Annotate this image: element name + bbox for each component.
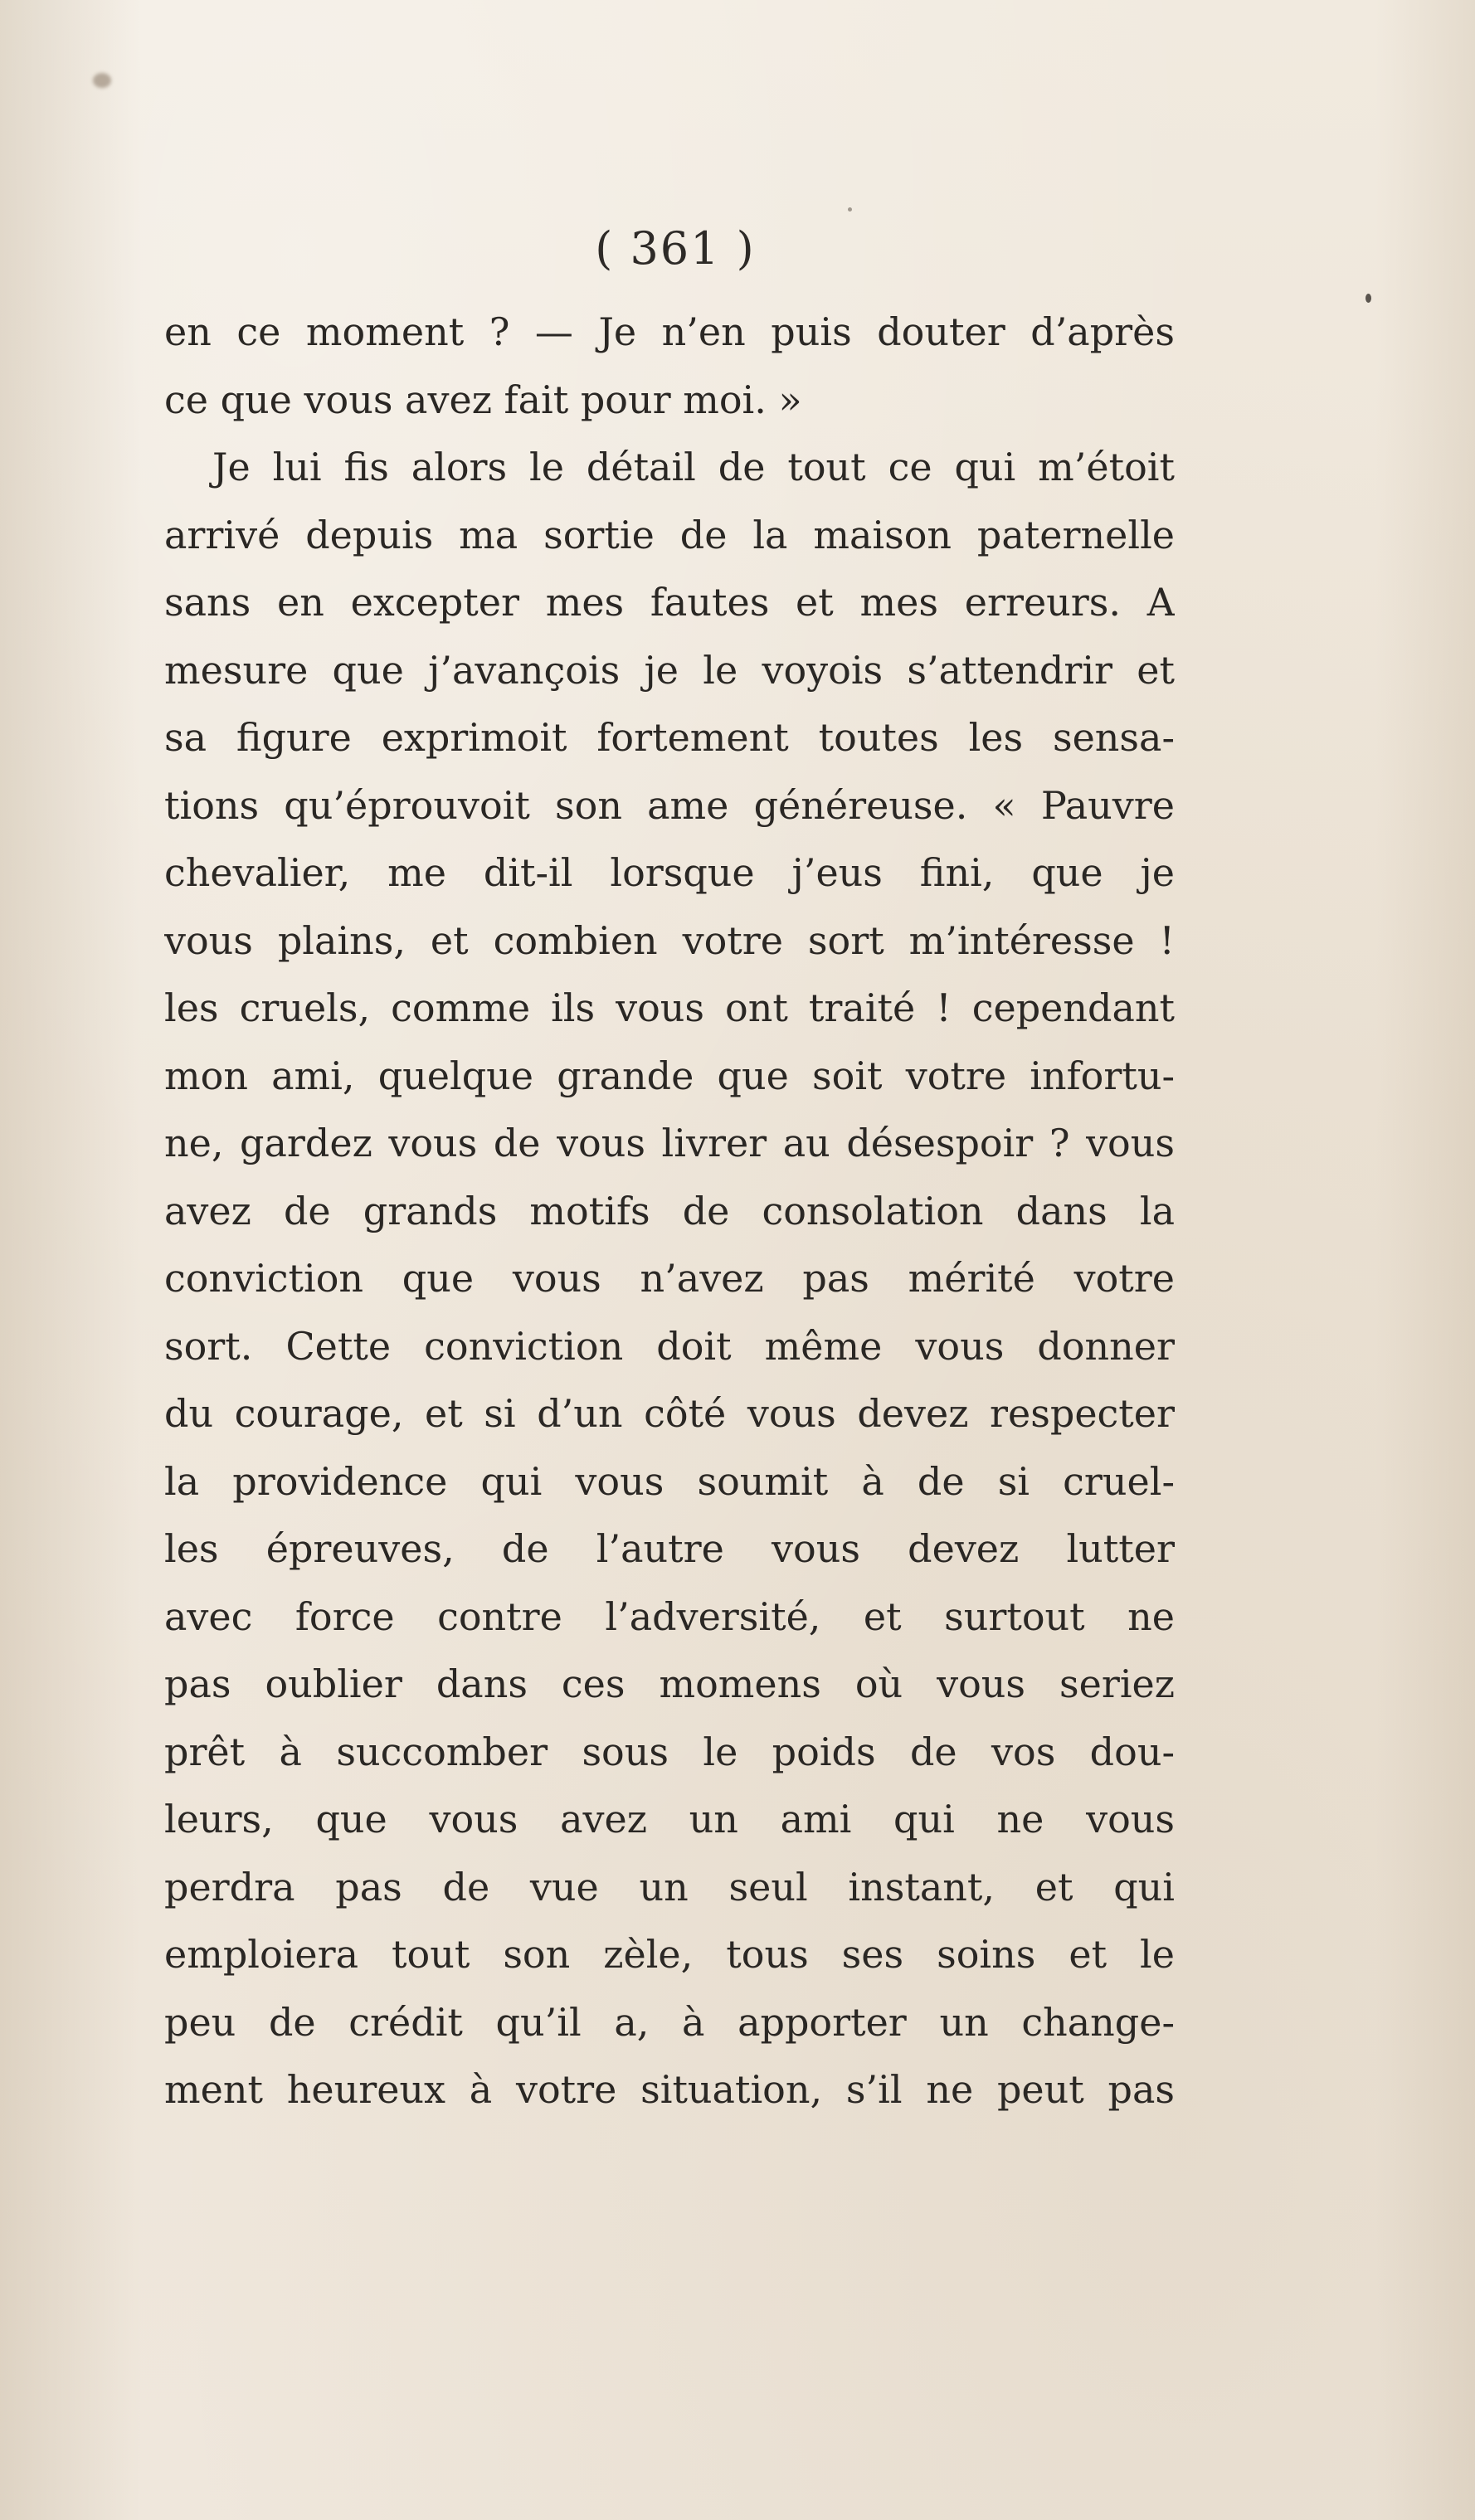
text-line: leurs, que vous avez un ami qui ne vous (164, 1797, 1175, 1841)
text-line: Je lui fis alors le détail de tout ce qui m’étoit (212, 445, 1175, 489)
text-line: perdra pas de vue un seul instant, et qui (164, 1864, 1175, 1909)
text-line: pas oublier dans ces momens où vous seriez (164, 1661, 1175, 1706)
text-line: peu de crédit qu’il a, à apporter un change- (164, 1999, 1175, 2045)
text-line: sort. Cette conviction doit même vous donner (164, 1323, 1175, 1369)
text-line: emploiera tout son zèle, tous ses soins et le (164, 1932, 1175, 1977)
text-line: mesure que j’avançois je le voyois s’attendrir et (164, 647, 1175, 693)
text-line: arrivé depuis ma sortie de la maison paternelle (164, 512, 1175, 557)
page-shadow-left (0, 0, 141, 2520)
text-line: sans en excepter mes fautes et mes erreurs. A (164, 580, 1175, 625)
page-number: ( 361 ) (595, 222, 756, 275)
text-line: sa figure exprimoit fortement toutes les sensa- (164, 715, 1175, 760)
text-line: les cruels, comme ils vous ont traité ! cependant (164, 985, 1175, 1030)
text-line: les épreuves, de l’autre vous devez lutter (164, 1526, 1175, 1571)
text-line: vous plains, et combien votre sort m’intéresse ! (164, 917, 1175, 963)
text-line: la providence qui vous soumit à de si cruel- (164, 1458, 1175, 1504)
text-line: avec force contre l’adversité, et surtout ne (164, 1593, 1175, 1639)
ink-spot (1365, 294, 1371, 303)
text-line: ce que vous avez fait pour moi. » (164, 377, 802, 422)
text-line: chevalier, me dit-il lorsque j’eus fini, que je (164, 850, 1175, 895)
text-line: prêt à succomber sous le poids de vos dou- (164, 1729, 1175, 1774)
text-line: ne, gardez vous de vous livrer au désespoir ? vous (164, 1121, 1175, 1165)
text-line: ment heureux à votre situation, s’il ne peut pas (164, 2067, 1175, 2112)
paper-stain (93, 73, 111, 88)
page-shadow-right (1375, 0, 1475, 2520)
ink-speck (848, 207, 852, 212)
text-line: du courage, et si d’un côté vous devez respecter (164, 1391, 1175, 1436)
text-line: mon ami, quelque grande que soit votre infortu- (164, 1053, 1175, 1098)
text-line: avez de grands motifs de consolation dans la (164, 1188, 1175, 1233)
body-text (164, 299, 1175, 2124)
text-line: conviction que vous n’avez pas mérité votre (164, 1256, 1175, 1301)
text-line: en ce moment ? — Je n’en puis douter d’après (164, 309, 1175, 354)
text-line: tions qu’éprouvoit son ame généreuse. « Pauvre (164, 782, 1175, 828)
